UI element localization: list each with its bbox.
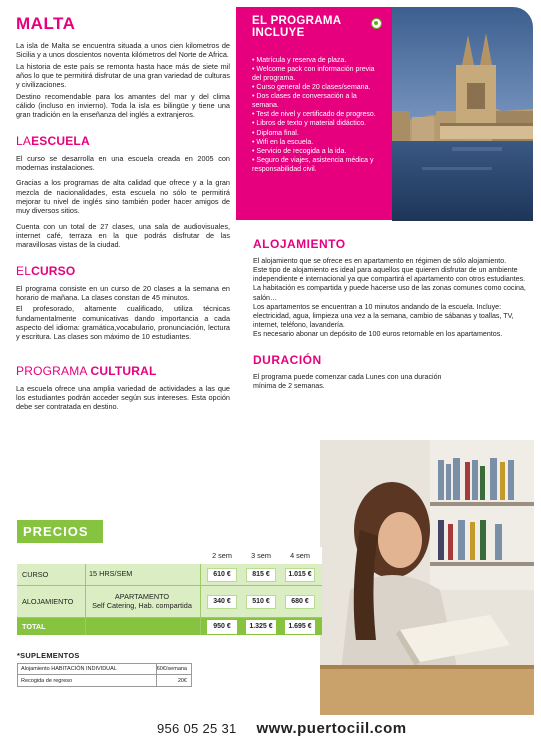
malta-photo — [392, 7, 533, 221]
flower-icon — [371, 18, 382, 29]
list-item: • Test de nivel y certificado de progreso. — [252, 111, 376, 119]
total-cell: 950 € — [207, 620, 237, 634]
curso-paragraph: El profesorado, altamente cualificado, utiliza técnicas fundamentalmente comunicativas dando importancia a cada aspecto del idioma: gramática,vocabulario, pronunciación, lectura y escritura. Las clases son máximo de 10 estudiantes. — [16, 304, 230, 342]
alojamiento-paragraph: El alojamiento que se ofrece es en apartamento en régimen de sólo alojamiento. — [253, 257, 507, 265]
table-row — [17, 564, 322, 586]
duracion-paragraph: El programa puede comenzar cada Lunes con una duración mínima de 2 semanas. — [253, 373, 442, 391]
escuela-paragraph: Cuenta con un total de 27 clases, una sala de audiovisuales, internet café, terraza en la que podrás disfrutar de las maravillosas vistas de la ciudad. — [16, 221, 230, 250]
price-cell: 610 € — [207, 568, 237, 582]
table-row — [17, 586, 322, 618]
footer — [157, 720, 407, 737]
programa-box — [236, 7, 392, 220]
list-item: • Matrícula y reserva de plaza. — [252, 56, 347, 64]
suplementos-table — [17, 663, 192, 687]
column-header: 4 sem — [290, 551, 310, 560]
list-item: • Servicio de recogida a la ida. — [252, 147, 347, 155]
price-cell: 1.015 € — [285, 568, 315, 582]
column-header: 3 sem — [251, 551, 271, 560]
column-header: 2 sem — [212, 551, 232, 560]
divider — [85, 564, 86, 635]
divider — [200, 564, 201, 635]
programa-title: EL PROGRAMA INCLUYE — [252, 15, 342, 40]
list-item: • Welcome pack con información previa del programa. — [252, 65, 375, 82]
duracion-title: DURACIÓN — [253, 353, 322, 368]
price-cell: 815 € — [246, 568, 276, 582]
website-link[interactable]: www.puertociil.com — [256, 720, 407, 737]
list-item: • Dos clases de conversación a la semana. — [252, 93, 357, 110]
cultural-paragraph: La escuela ofrece una amplia variedad de actividades a las que los estudiantes podrán acceder según sus intereses. Esta opción debe ser contratada en destino. — [16, 383, 230, 412]
list-item: • Seguro de viajes, asistencia médica y responsabilidad civil. — [252, 156, 374, 173]
list-item: • Wifi en la escuela. — [252, 138, 314, 146]
escuela-paragraph: El curso se desarrolla en una escuela creada en 2005 con modernas instalaciones. — [16, 153, 230, 172]
list-item: • Diploma final. — [252, 129, 299, 137]
malta-paragraph: La isla de Malta se encuentra situada a unos cien kilometros de Sicilia y a unos doscientos noventa kilómetros del Norte de Africa. — [16, 41, 230, 60]
alojamiento-title: ALOJAMIENTO — [253, 237, 346, 251]
right-column — [253, 237, 533, 392]
precios-section — [17, 520, 322, 631]
alojamiento-paragraph: La habitación es compartida y puede hacerse uso de las zonas comunes como cocina, salón… — [253, 284, 526, 302]
row-description: APARTAMENTO Self Catering, Hab. compartida — [92, 592, 192, 610]
total-cell: 1.325 € — [246, 620, 276, 634]
suplementos-title: *SUPLEMENTOS — [17, 651, 80, 660]
alojamiento-paragraph: Es necesario abonar un depósito de 100 euros retornable en los apartamentos. — [253, 330, 503, 339]
row-label: TOTAL — [22, 622, 46, 631]
table-row: Alojamiento HABITACIÓN INDIVIDUAL 60€/semana — [18, 664, 191, 675]
alojamiento-paragraph: Este tipo de alojamiento es ideal para aquellos que quieren disfrutar de un ambiente independiente e internacional ya que compartirá el apartamento con otros estudiantes. — [253, 266, 526, 284]
malta-paragraph: La historia de este país se remonta hasta hace más de siete mil años lo que te permitirá disfrutar de una gran variedad de culturas y civilizaciones. — [16, 61, 230, 90]
row-label: CURSO — [22, 570, 49, 579]
row-label: ALOJAMIENTO — [22, 597, 74, 606]
total-cell: 1.695 € — [285, 620, 315, 634]
phone-number: 956 05 25 31 — [157, 721, 237, 736]
curso-paragraph: El programa consiste en un curso de 20 clases a la semana en horario de mañana. La clases constan de 45 minutos. — [16, 283, 230, 302]
total-row — [17, 618, 322, 635]
student-photo — [320, 440, 534, 715]
price-table-header — [17, 547, 322, 564]
escuela-paragraph: Gracias a los programas de alta calidad que ofrece y a la gran mezcla de nacionalidades, esta escuela no sólo te permitirá mejorar tu nivel de inglés sino también poder hacer amigos de muy diversos sitios. — [16, 178, 230, 216]
price-table — [17, 547, 322, 635]
malta-paragraph: Destino recomendable para los amantes del mar y del clima cálido (incluso en invierno). Toda la isla es bilingüe y tiene una gran tradición en la enseñanza del inglés a extranjeros. — [16, 91, 230, 120]
list-item: • Curso general de 20 clases/semana. — [252, 84, 371, 92]
precios-title: PRECIOS — [17, 520, 103, 543]
table-row: Recogida de regreso 20€ — [18, 675, 191, 686]
malta-title: MALTA — [16, 14, 76, 33]
price-cell: 680 € — [285, 595, 315, 609]
row-description: 15 HRS/SEM — [89, 569, 133, 579]
list-item: • Libros de texto y material didáctico. — [252, 120, 367, 128]
price-cell: 510 € — [246, 595, 276, 609]
cultural-title: PROGRAMA CULTURAL — [16, 363, 157, 378]
programa-list — [252, 56, 384, 174]
left-column — [16, 14, 230, 414]
curso-title: ELCURSO — [16, 263, 76, 278]
price-cell: 340 € — [207, 595, 237, 609]
escuela-title: LAESCUELA — [16, 133, 90, 148]
suplementos-section — [17, 651, 192, 687]
alojamiento-paragraph: Los apartamentos se encuentran a 10 minutos andando de la escuela. Incluye: electricidad, agua, limpieza una vez a la semana, cambio de sábanas y toallas, TV, internet, teléfono, lavandería. — [253, 302, 514, 329]
